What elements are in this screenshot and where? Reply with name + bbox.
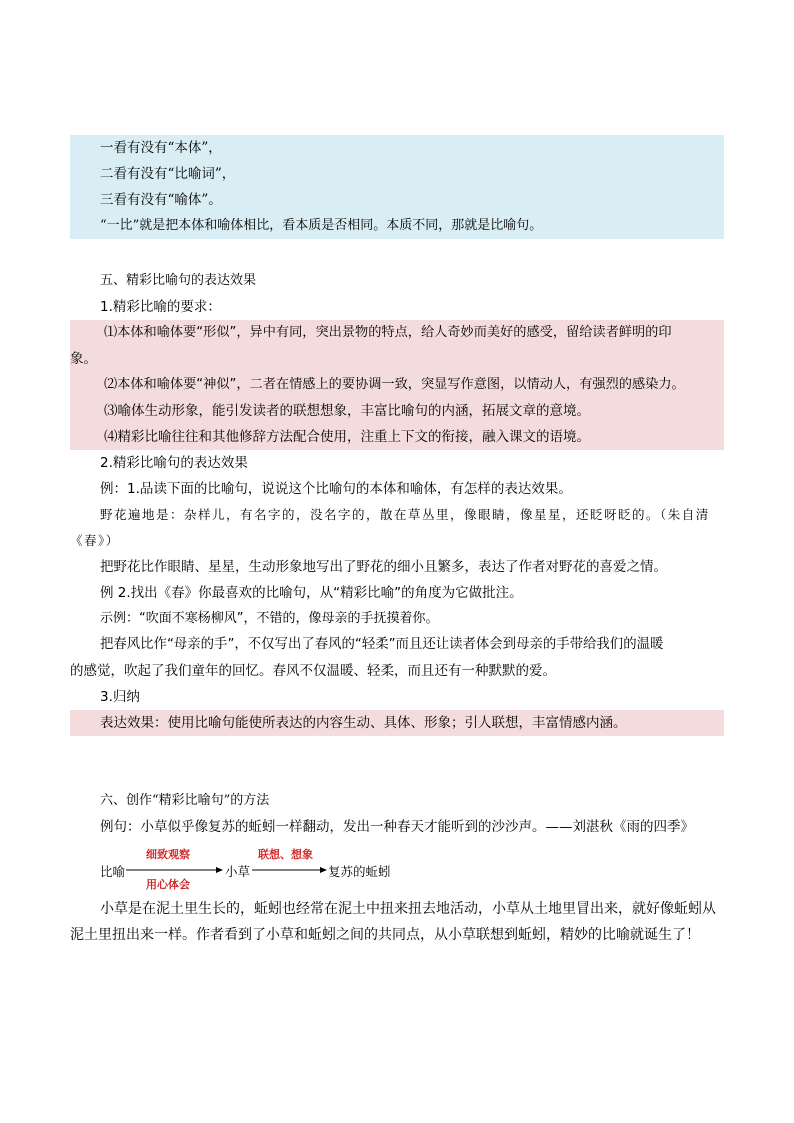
- step-3-line: 三看有没有“喻体”。: [100, 192, 222, 208]
- example-1-answer: 把野花比作眼睛、星星，生动形象地写出了野花的细小且繁多，表达了作者对野花的喜爱之情。: [100, 559, 667, 575]
- section-5: [70, 268, 724, 736]
- step-2-line: 二看有没有“比喻词”，: [100, 166, 236, 182]
- diagram-arrow1-top-label: 细致观察: [146, 848, 190, 861]
- requirement-1-cont: 象。: [70, 351, 97, 367]
- diagram-arrow1-bottom-label: 用心体会: [146, 878, 190, 891]
- section-5-heading: 五、精彩比喻句的表达效果: [100, 273, 257, 288]
- requirements-title: 1.精彩比喻的要求：: [100, 299, 221, 315]
- step-1-line: 一看有没有“本体”，: [100, 140, 222, 156]
- analysis-paragraph-cont: 泥土里扭出来一样。作者看到了小草和蚯蚓之间的共同点，从小草联想到蚯蚓，精妙的比喻就诞生了！: [70, 927, 700, 943]
- example-2-sample: 示例：“吹面不寒杨柳风”，不错的，像母亲的手抚摸着你。: [100, 611, 439, 626]
- example-2-answer: 把春风比作“母亲的手”，不仅写出了春风的“轻柔”而且还让读者体会到母亲的手带给我们的温暖: [100, 637, 664, 652]
- example-1-quote-source: 《春》）: [70, 533, 120, 548]
- diagram-start-label: 比喻: [100, 864, 126, 879]
- diagram-middle-label: 小草: [225, 864, 251, 879]
- requirement-3: ⑶喻体生动形象，能引发读者的联想想象，丰富比喻句的内涵，拓展文章的意境。: [104, 403, 590, 419]
- requirement-2: ⑵本体和喻体要“神似”，二者在情感上的要协调一致，突显写作意图，以情动人，有强烈的感染力。: [104, 377, 685, 392]
- yibi-explanation: “一比”就是把本体和喻体相比，看本质是否相同。本质不同，那就是比喻句。: [100, 218, 543, 233]
- requirements-box: [70, 320, 724, 450]
- example-1-question: 例：1.品读下面的比喻句，说说这个比喻句的本体和喻体，有怎样的表达效果。: [100, 481, 572, 497]
- example-2-question: 例 2.找出《春》你最喜欢的比喻句，从“精彩比喻”的角度为它做批注。: [100, 585, 523, 601]
- section-6-heading: 六、创作“精彩比喻句”的方法: [100, 793, 270, 808]
- association-diagram: [70, 844, 724, 894]
- summary-box: [70, 710, 724, 736]
- comparison-steps-box: [70, 135, 724, 239]
- summary-title: 3.归纳: [100, 689, 140, 705]
- requirement-4: ⑷精彩比喻往往和其他修辞方法配合使用，注重上下文的衔接，融入课文的语境。: [104, 429, 590, 445]
- diagram-arrows: [70, 844, 370, 894]
- effect-title: 2.精彩比喻句的表达效果: [100, 455, 248, 471]
- example-sentence: 例句：小草似乎像复苏的蚯蚓一样翻动，发出一种春天才能听到的沙沙声。——刘湛秋《雨的四季》: [100, 819, 694, 835]
- diagram-end-label: 复苏的蚯蚓: [328, 864, 391, 879]
- section-6: [70, 788, 724, 948]
- requirement-1: ⑴本体和喻体要“形似”，异中有同，突出景物的特点，给人奇妙而美好的感受，留给读者鲜明的印: [104, 325, 672, 340]
- diagram-arrow2-top-label: 联想、想象: [258, 848, 313, 861]
- analysis-paragraph: 小草是在泥土里生长的，蚯蚓也经常在泥土中扭来扭去地活动，小草从土地里冒出来，就好像蚯蚓从: [100, 901, 716, 917]
- example-1-quote: 野花遍地是：杂样儿，有名字的，没名字的，散在草丛里，像眼睛，像星星，还眨呀眨的。（朱自清: [100, 507, 710, 522]
- example-2-answer-cont: 的感觉，吹起了我们童年的回忆。春风不仅温暖、轻柔，而且还有一种默默的爱。: [70, 663, 556, 679]
- summary-text: 表达效果：使用比喻句能使所表达的内容生动、具体、形象；引人联想，丰富情感内涵。: [100, 715, 627, 731]
